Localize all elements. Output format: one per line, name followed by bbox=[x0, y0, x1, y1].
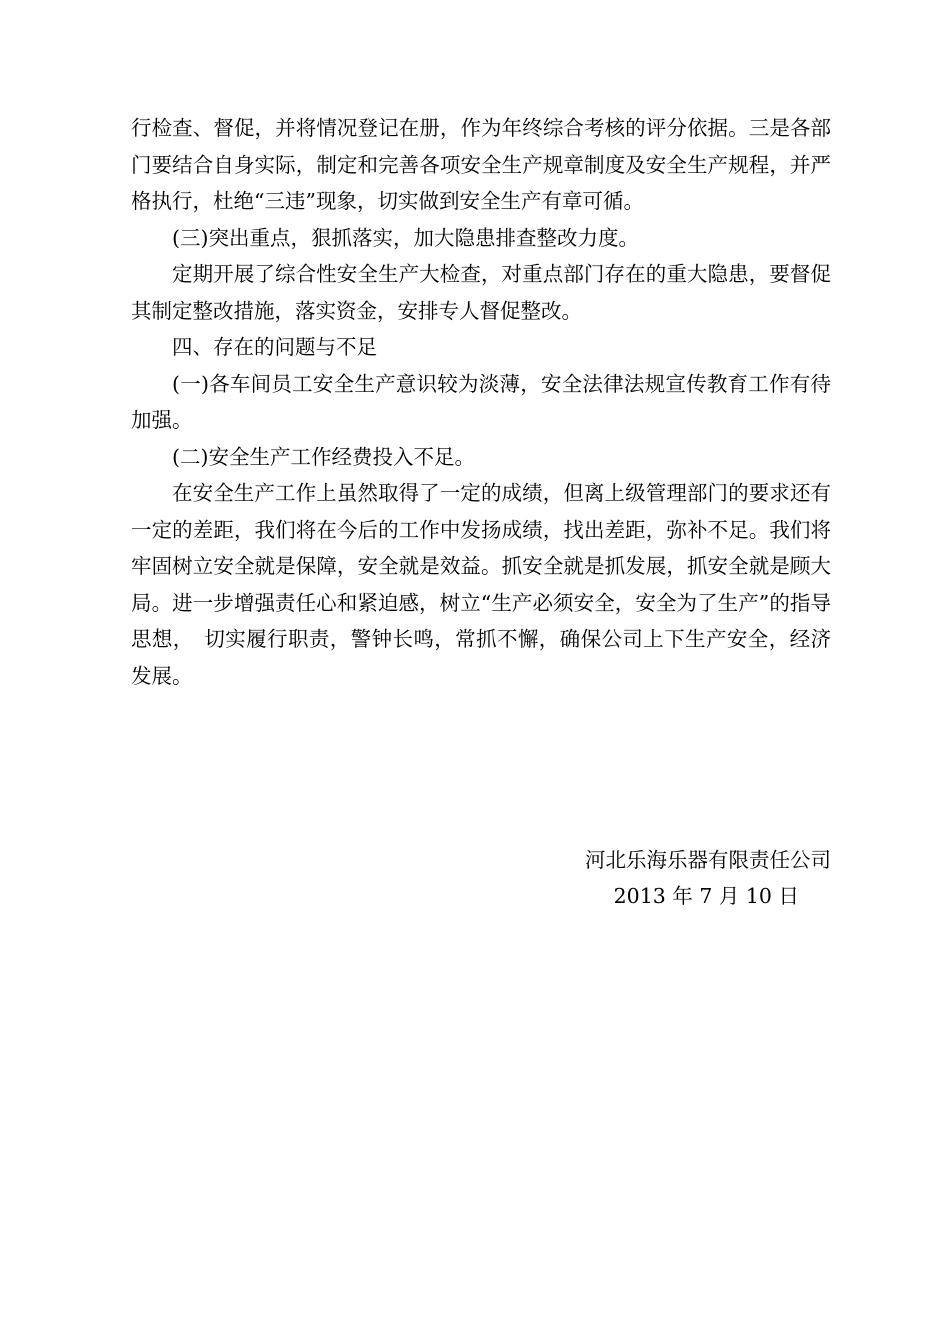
signature-block bbox=[431, 842, 831, 914]
problem-item-awareness: (一)各车间员工安全生产意识较为淡薄，安全法律法规宣传教育工作有待加强。 bbox=[131, 371, 831, 432]
paragraph-inspection: 定期开展了综合性安全生产大检查，对重点部门存在的重大隐患，要督促其制定整改措施，落实资金，安排专人督促整改。 bbox=[131, 262, 831, 323]
signature-date: 2013 年 7 月 10 日 bbox=[613, 884, 799, 908]
section-heading-problems: 四、存在的问题与不足 bbox=[172, 335, 377, 359]
paragraph-conclusion: 在安全生产工作上虽然取得了一定的成绩，但离上级管理部门的要求还有一定的差距，我们将在今后的工作中发扬成绩，找出差距，弥补不足。我们将牢固树立安全就是保障，安全就是效益。抓安全就是抓发展，抓安全就是顾大局。进一步增强责任心和紧迫感，树立“生产必须安全，安全为了生产”的指导思想， 切实履行职责，警钟长鸣，常抓不懈，确保公司上下生产安全，经济发展。 bbox=[131, 481, 831, 688]
problem-item-funding: (二)安全生产工作经费投入不足。 bbox=[172, 444, 475, 469]
section-heading-focus: (三)突出重点，狠抓落实，加大隐患排查整改力度。 bbox=[172, 225, 639, 250]
document-body bbox=[131, 110, 831, 694]
signature-company: 河北乐海乐器有限责任公司 bbox=[585, 848, 831, 872]
paragraph-continuation: 行检查、督促，并将情况登记在册，作为年终综合考核的评分依据。三是各部门要结合自身实际，制定和完善各项安全生产规章制度及安全生产规程，并严格执行，杜绝“三违”现象，切实做到安全生产有章可循。 bbox=[131, 116, 831, 213]
